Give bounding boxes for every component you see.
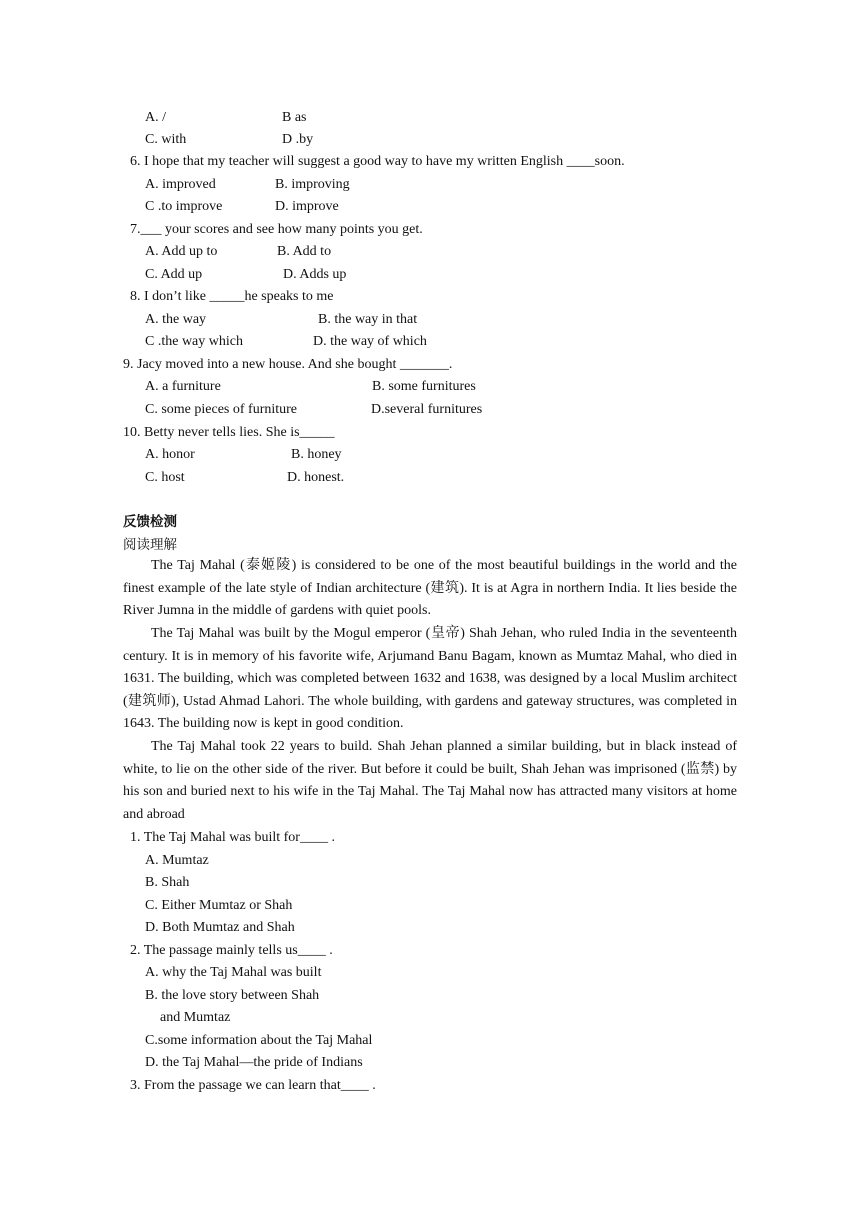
rq1-option-d: D. Both Mumtaz and Shah [145,920,295,935]
q8-stem: 8. I don’t like _____he speaks to me [130,289,334,304]
rq2-option-b-continued: and Mumtaz [160,1010,231,1025]
passage-paragraph-1: The Taj Mahal (泰姬陵) is considered to be one of the most beautiful buildings in the world and the finest example of the late style of Indian architecture (建筑). It is at Agra in northern India. It lies beside the River Jumna in the middle of gardens with quiet pools. [123,558,737,618]
q9-option-b: B. some furnitures [372,379,476,394]
q10-option-a: A. honor [145,447,195,462]
rq1-option-c: C. Either Mumtaz or Shah [145,898,293,913]
q10-option-b: B. honey [291,447,342,462]
q10-option-d: D. honest. [287,470,345,485]
rq3-stem: 3. From the passage we can learn that____ . [130,1078,376,1093]
q10-option-c: C. host [145,470,185,485]
section-subtitle: 阅读理解 [123,537,177,553]
q6-option-b: B. improving [275,177,350,192]
rq1-option-a: A. Mumtaz [145,853,209,868]
rq2-stem: 2. The passage mainly tells us____ . [130,943,333,958]
q7-option-b: B. Add to [277,244,332,259]
rq2-option-b: B. the love story between Shah [145,988,320,1003]
q5-option-a: A. / [145,110,166,125]
q8-option-d: D. the way of which [313,334,427,349]
q5-option-c: C. with [145,132,187,147]
q7-option-c: C. Add up [145,267,203,282]
q9-option-a: A. a furniture [145,379,221,394]
q9-option-c: C. some pieces of furniture [145,402,298,417]
q9-stem: 9. Jacy moved into a new house. And she bought _______. [123,357,453,372]
q9-option-d: D.several furnitures [371,402,483,417]
q8-option-b: B. the way in that [318,312,418,327]
q5-option-d: D .by [282,132,314,147]
q7-option-a: A. Add up to [145,244,218,259]
rq2-option-c: C.some information about the Taj Mahal [145,1033,373,1048]
q10-stem: 10. Betty never tells lies. She is_____ [123,425,335,440]
q8-option-c: C .the way which [145,334,243,349]
q7-option-d: D. Adds up [283,267,347,282]
q6-option-d: D. improve [275,199,339,214]
passage-paragraph-2: The Taj Mahal was built by the Mogul emperor (皇帝) Shah Jehan, who ruled India in the seventeenth century. It is in memory of his favorite wife, Arjumand Banu Bagam, known as Mumtaz Mahal, who died in 1631. The building, which was completed between 1632 and 1638, was designed by a local Muslim architect (建筑师), Ustad Ahmad Lahori. The whole building, with gardens and gateway structures, was completed in 1643. The building now is kept in good condition. [123,626,737,731]
q5-option-b: B as [282,110,307,125]
q6-option-c: C .to improve [145,199,223,214]
passage-paragraph-3: The Taj Mahal took 22 years to build. Shah Jehan planned a similar building, but in black instead of white, to lie on the other side of the river. But before it could be built, Shah Jehan was imprisoned (监禁) by his son and buried next to his wife in the Taj Mahal. The Taj Mahal now has attracted many visitors at home and abroad [123,739,737,822]
rq1-stem: 1. The Taj Mahal was built for____ . [130,830,335,845]
q6-option-a: A. improved [145,177,216,192]
q8-option-a: A. the way [145,312,207,327]
q6-stem: 6. I hope that my teacher will suggest a good way to have my written English ____soon. [130,154,625,169]
rq1-option-b: B. Shah [145,875,190,890]
rq2-option-a: A. why the Taj Mahal was built [145,965,322,980]
rq2-option-d: D. the Taj Mahal—the pride of Indians [145,1055,363,1070]
q7-stem: 7.___ your scores and see how many points you get. [130,222,423,237]
section-title: 反馈检测 [123,514,177,530]
